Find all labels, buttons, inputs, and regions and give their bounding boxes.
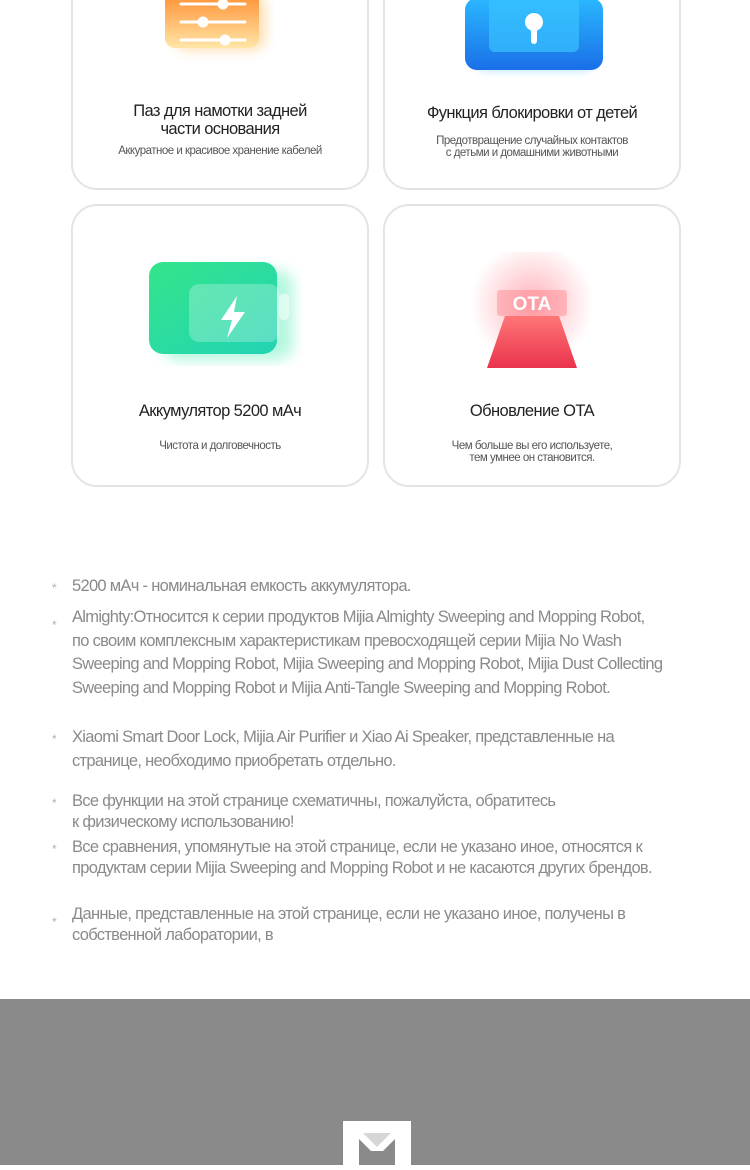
card-title: Обновление OTA [469, 402, 595, 420]
footnote-marker: * [52, 842, 56, 856]
footnote [52, 837, 732, 879]
footnote-marker: * [52, 732, 56, 746]
footnote [52, 791, 732, 833]
footnote-marker: * [52, 618, 56, 632]
battery-icon [143, 256, 303, 371]
footnote-text: Все сравнения, упомянутые на этой странице, если не указано иное, относятся к продуктам серии Mijia Sweeping and Mopping Robot и не касаются других брендов. [72, 838, 652, 877]
footer [0, 999, 750, 1165]
card-description: Предотвращение случайных контактов с детьми и домашними животными [436, 135, 628, 159]
card-title: Аккумулятор 5200 мАч [138, 402, 302, 420]
footnote-marker: * [52, 796, 56, 810]
footnote [52, 904, 732, 946]
feature-card-ota [383, 204, 681, 487]
card-description: Чистота и долговечность [159, 440, 281, 452]
footnote-marker: * [52, 915, 56, 929]
footnote-marker: * [52, 581, 56, 595]
feature-card-child-lock [383, 0, 681, 190]
ota-icon-label: OTA [512, 294, 552, 315]
lock-icon [459, 0, 609, 85]
feature-card-cable-groove [71, 0, 369, 190]
sliders-icon [165, 0, 275, 69]
card-title: Паз для намотки задней части основания [133, 102, 307, 138]
footnote-text: Almighty:Относится к серии продуктов Mijia Almighty Sweeping and Mopping Robot, по своим комплексным характеристикам превосходящей серии Mijia No Wash Sweeping and Mopping Robot, Mijia Sweeping and Mopping Robot, Mijia Dust Collecting Sweeping and Mopping Robot и Mijia Anti-Tangle Sweeping and Mopping Robot. [72, 608, 663, 697]
footnote-text: Все функции на этой странице схематичны, пожалуйста, обратитесь к физическому использованию! [72, 792, 556, 831]
card-description: Аккуратное и красивое хранение кабелей [118, 145, 322, 157]
mijia-logo-icon [343, 1121, 411, 1170]
footnote-text: Данные, представленные на этой странице, если не указано иное, получены в собственной лаборатории, в [72, 905, 626, 944]
footnote-text: Xiaomi Smart Door Lock, Mijia Air Purifier и Xiao Ai Speaker, представленные на странице, необходимо приобретать отдельно. [72, 728, 615, 770]
footnote [52, 606, 732, 700]
footnote [52, 726, 732, 773]
card-title: Функция блокировки от детей [426, 104, 638, 122]
card-description: Чем больше вы его используете, тем умнее он становится. [451, 440, 613, 464]
footnote [52, 575, 732, 599]
footnote-text: 5200 мАч - номинальная емкость аккумулятора. [72, 577, 411, 595]
ota-icon [467, 252, 597, 379]
feature-card-battery [71, 204, 369, 487]
